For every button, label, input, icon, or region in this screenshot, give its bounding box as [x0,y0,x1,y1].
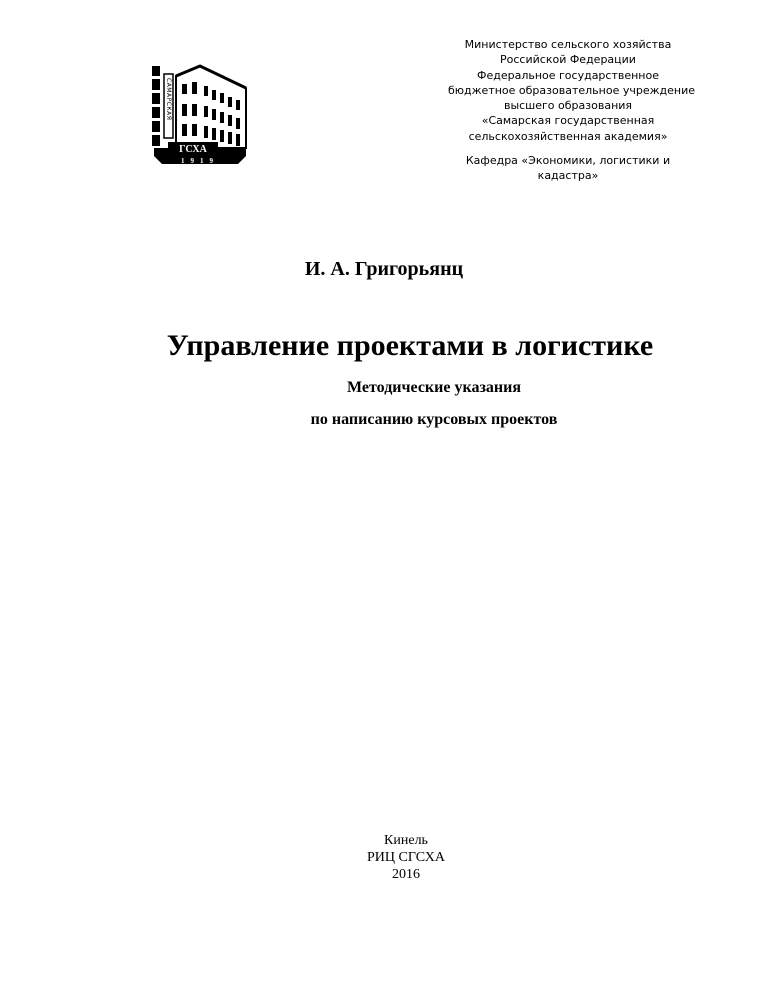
department-line: кадастра» [537,169,599,183]
institution-line: высшего образования [503,99,633,113]
footer-city: Кинель [384,833,428,848]
institution-line: бюджетное образовательное учреждение [448,83,695,97]
subtitle-line-1: Методические указания [347,379,521,396]
document-title: Управление проектами в логистике [166,329,654,362]
footer-publisher: РИЦ СГСХА [367,850,445,865]
institution-line: Российской Федерации [500,53,636,67]
document-subtitle [0,372,768,436]
publication-footer [0,832,768,883]
emblem-vertical-text: САМАРСКАЯ [165,78,172,121]
institution-header [448,37,695,184]
institution-line: Федеральное государственное [476,68,659,82]
subtitle-line-2: по написанию курсовых проектов [310,411,558,428]
institution-line: Министерство сельского хозяйства [464,38,672,51]
department-block [448,153,688,184]
institution-line: «Самарская государственная [481,114,655,128]
emblem-banner-text: ГСХА [179,144,207,155]
author-name: И. А. Григорьянц [304,258,464,280]
department-line: Кафедра «Экономики, логистики и [465,154,671,168]
academy-emblem-icon [150,62,250,166]
institution-line: сельскохозяйственная академия» [468,129,668,143]
footer-year: 2016 [392,867,420,882]
emblem-year-text: 1919 [181,157,219,165]
